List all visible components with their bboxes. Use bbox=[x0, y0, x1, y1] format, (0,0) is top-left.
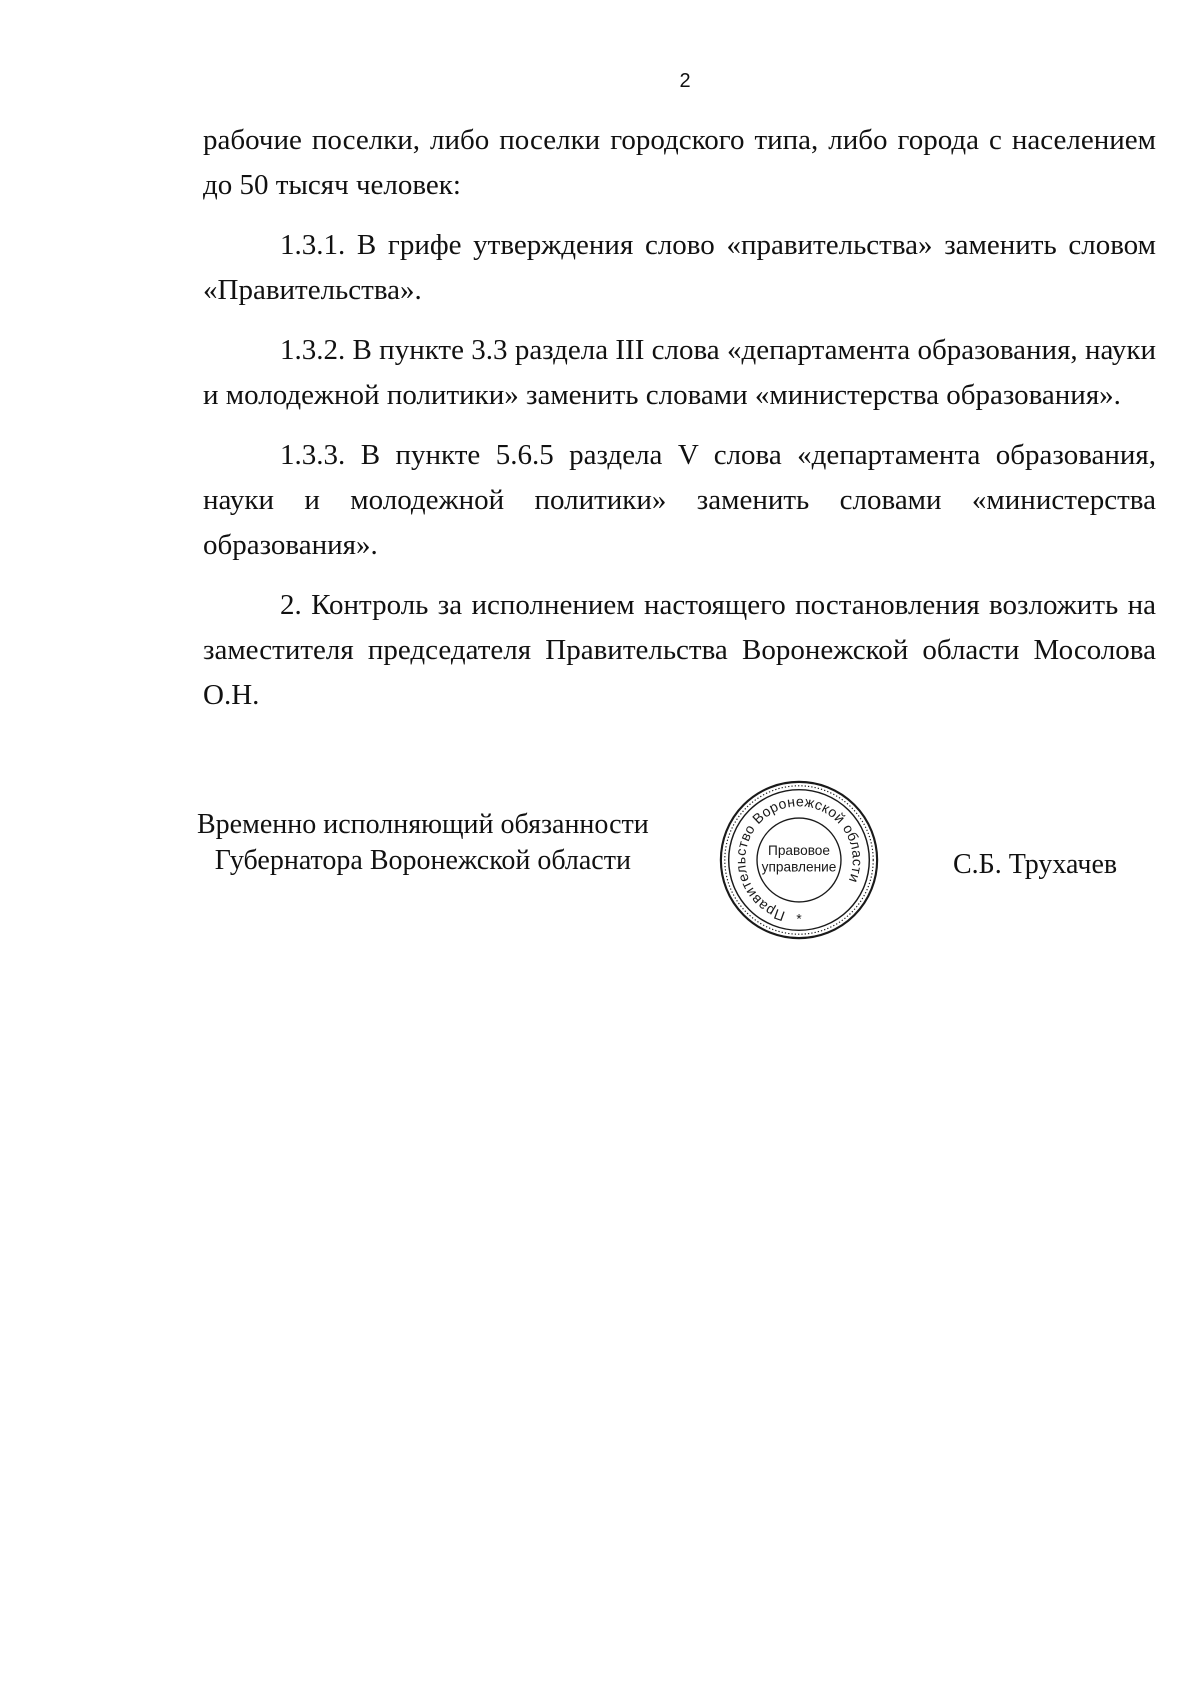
signatory-name: С.Б. Трухачев bbox=[953, 849, 1118, 880]
stamp-center-line-2: управление bbox=[761, 859, 837, 875]
paragraph-continuation: рабочие поселки, либо поселки городского типа, либо города с населением до 50 тысяч человек: bbox=[203, 124, 1156, 201]
document-body bbox=[203, 118, 1156, 733]
signatory-position bbox=[197, 807, 649, 879]
page-number: 2 bbox=[679, 70, 691, 92]
signatory-position-line-2: Губернатора Воронежской области bbox=[214, 845, 631, 876]
official-stamp bbox=[716, 777, 882, 943]
stamp-center-line-1: Правовое bbox=[768, 843, 830, 859]
stamp-ring-text: Правительство Воронежской области bbox=[732, 793, 866, 925]
paragraph-2: 2. Контроль за исполнением настоящего постановления возложить на заместителя председателя Правительства Воронежской области Мосолова О.Н. bbox=[203, 589, 1156, 711]
paragraph-1-3-2: 1.3.2. В пункте 3.3 раздела III слова «департамента образования, науки и молодежной политики» заменить словами «министерства образования». bbox=[203, 334, 1156, 411]
paragraph-1-3-1: 1.3.1. В грифе утверждения слово «правительства» заменить словом «Правительства». bbox=[203, 229, 1156, 306]
signatory-position-line-1: Временно исполняющий обязанности bbox=[197, 809, 649, 840]
stamp-star: * bbox=[796, 911, 802, 927]
paragraph-1-3-3: 1.3.3. В пункте 5.6.5 раздела V слова «департамента образования, науки и молодежной политики» заменить словами «министерства образования». bbox=[203, 439, 1156, 561]
